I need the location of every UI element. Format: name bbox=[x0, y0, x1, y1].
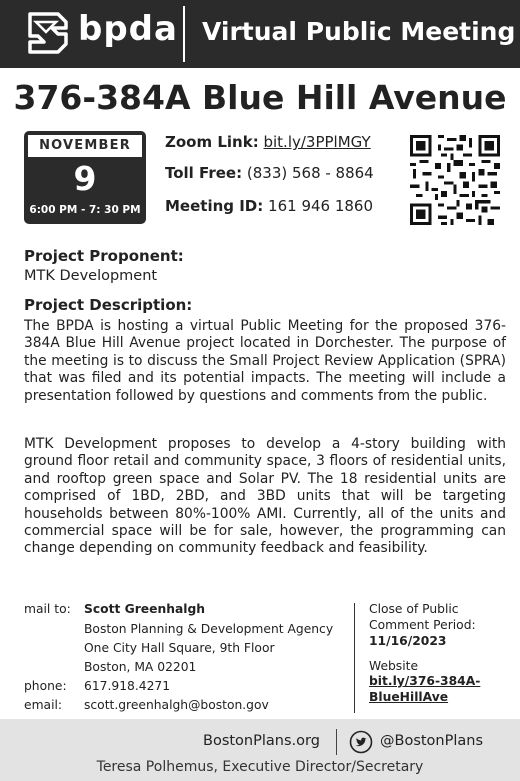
meeting-id-label: Meeting ID: bbox=[165, 197, 264, 215]
toll-free-line bbox=[165, 164, 374, 182]
zoom-line bbox=[165, 133, 371, 151]
header-bar bbox=[0, 0, 520, 68]
qr-code-icon[interactable] bbox=[410, 135, 500, 225]
date-day: 9 bbox=[73, 159, 97, 198]
toll-free-number: (833) 568 - 8864 bbox=[246, 164, 374, 182]
contact-address-1: One City Hall Square, 9th Floor bbox=[84, 641, 275, 655]
header-title: Virtual Public Meeting bbox=[202, 17, 516, 46]
header-divider bbox=[183, 6, 185, 62]
footer-twitter-handle[interactable]: @BostonPlans bbox=[380, 733, 484, 749]
footer-website[interactable]: BostonPlans.org bbox=[203, 733, 320, 749]
meeting-id-value: 161 946 1860 bbox=[268, 197, 374, 215]
contact-address-2: Boston, MA 02201 bbox=[84, 660, 197, 674]
footer-divider bbox=[336, 729, 337, 755]
page-title: 376-384A Blue Hill Avenue bbox=[13, 78, 507, 117]
zoom-label: Zoom Link: bbox=[165, 133, 259, 151]
comment-period-label-2: Comment Period: bbox=[369, 618, 476, 632]
toll-free-label: Toll Free: bbox=[165, 164, 243, 182]
comment-period-label-1: Close of Public bbox=[369, 602, 459, 616]
phone-label: phone: bbox=[24, 679, 67, 693]
comment-period-date: 11/16/2023 bbox=[369, 634, 447, 648]
brand-name: bpda bbox=[78, 9, 178, 49]
contact-phone[interactable]: 617.918.4271 bbox=[84, 679, 171, 693]
mail-label: mail to: bbox=[24, 602, 71, 616]
website-link-line-2[interactable]: BlueHillAve bbox=[369, 690, 449, 704]
meeting-id-line bbox=[165, 197, 373, 215]
contact-email[interactable]: scott.greenhalgh@boston.gov bbox=[84, 698, 269, 712]
date-time: 6:00 PM - 7: 30 PM bbox=[29, 204, 141, 216]
website-link-line-1[interactable]: bit.ly/376-384A- bbox=[369, 674, 481, 688]
website-label: Website bbox=[369, 659, 419, 673]
date-box bbox=[24, 131, 146, 224]
description-paragraph-2: MTK Development proposes to develop a 4-story building with ground floor retail and community space, 3 floors of residential units, and rooftop green space and Solar PV. The 18 residential units are comprised of 1BD, 2BD, and 3BD units that will be targeting households between 80%-100% AMI. Currently, all of the units and commercial space will be for sale, however, the programming can change depending on community feedback and feasibility. bbox=[24, 436, 506, 557]
description-paragraph-1: The BPDA is hosting a virtual Public Meeting for the proposed 376-384A Blue Hill Avenue project located in Dorchester. The purpose of the meeting is to discuss the Small Project Review Application (SPRA) that was filed and its potential impacts. The meeting will include a presentation followed by questions and comments from the public. bbox=[24, 318, 506, 404]
zoom-link[interactable]: bit.ly/3PPlMGY bbox=[263, 133, 371, 151]
bpda-logo-icon bbox=[22, 8, 72, 58]
contact-org: Boston Planning & Development Agency bbox=[84, 622, 334, 636]
footer-bar bbox=[0, 719, 520, 781]
contact-divider bbox=[354, 603, 355, 713]
footer-executive: Teresa Polhemus, Executive Director/Secretary bbox=[96, 759, 424, 775]
date-month: NOVEMBER bbox=[28, 135, 142, 157]
twitter-icon[interactable] bbox=[349, 730, 373, 754]
description-heading: Project Description: bbox=[24, 296, 193, 314]
contact-name: Scott Greenhalgh bbox=[84, 602, 206, 616]
proponent-heading: Project Proponent: bbox=[24, 247, 184, 265]
email-label: email: bbox=[24, 698, 63, 712]
proponent-value: MTK Development bbox=[24, 268, 158, 284]
